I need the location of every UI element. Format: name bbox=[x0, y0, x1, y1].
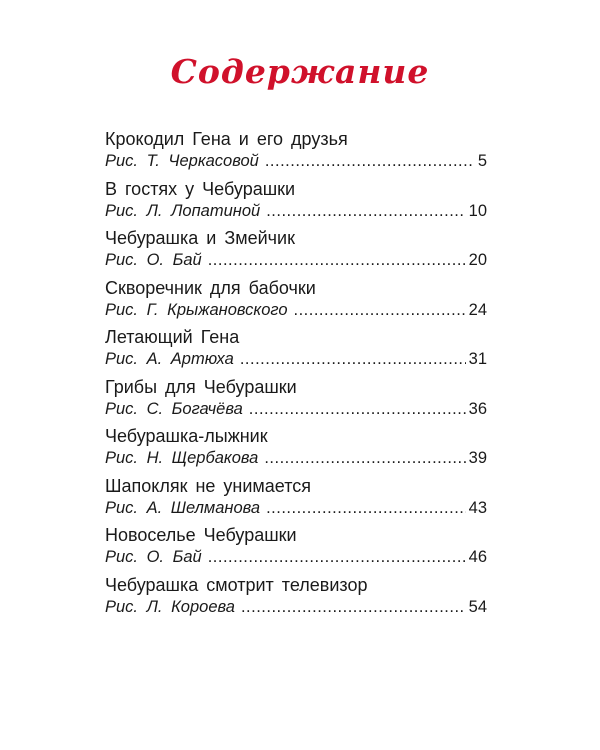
toc-entry-illustrator: Рис. А. Артюха bbox=[105, 350, 234, 368]
toc-entry-page-number: 31 bbox=[468, 350, 487, 368]
toc-entry-line bbox=[105, 497, 487, 519]
toc-entry-line bbox=[105, 596, 487, 618]
toc-entry-illustrator: Рис. Л. Короева bbox=[105, 597, 235, 616]
toc-entry-line bbox=[105, 546, 487, 568]
toc-entry-page-number: 54 bbox=[468, 597, 487, 616]
toc-entry-illustrator: Рис. О. Бай bbox=[105, 251, 202, 269]
toc-entry-title: Чебурашка смотрит телевизор bbox=[105, 574, 368, 595]
toc-entry[interactable] bbox=[105, 128, 487, 178]
toc-entry-illustrator: Рис. О. Бай bbox=[105, 548, 202, 566]
toc-entry-title: Скворечник для бабочки bbox=[105, 277, 316, 298]
dot-leader bbox=[264, 447, 465, 469]
toc-entry-title: Летающий Гена bbox=[105, 327, 240, 347]
toc-entry-illustrator: Рис. Л. Лопатиной bbox=[105, 201, 261, 220]
toc-list bbox=[105, 128, 487, 623]
toc-entry-page-number: 24 bbox=[468, 300, 487, 319]
toc-entry[interactable] bbox=[105, 178, 487, 228]
toc-entry[interactable] bbox=[105, 376, 487, 426]
toc-entry-page-number: 20 bbox=[468, 251, 487, 269]
dot-leader bbox=[208, 546, 466, 568]
toc-entry-line bbox=[105, 299, 487, 321]
toc-entry[interactable] bbox=[105, 524, 487, 574]
toc-entry-page-number: 36 bbox=[468, 399, 487, 418]
toc-entry[interactable] bbox=[105, 574, 487, 624]
toc-entry-title: Грибы для Чебурашки bbox=[105, 376, 297, 397]
toc-entry-line bbox=[105, 398, 487, 420]
dot-leader bbox=[240, 348, 466, 370]
toc-entry-line bbox=[105, 447, 487, 469]
toc-entry-illustrator: Рис. Г. Крыжановского bbox=[105, 300, 288, 319]
toc-entry-line bbox=[105, 249, 487, 271]
toc-entry-illustrator: Рис. Т. Черкасовой bbox=[105, 152, 259, 170]
toc-entry-page-number: 5 bbox=[477, 152, 487, 170]
dot-leader bbox=[266, 497, 466, 519]
toc-entry-page-number: 43 bbox=[468, 498, 487, 517]
dot-leader bbox=[266, 200, 465, 222]
toc-entry-title: Новоселье Чебурашки bbox=[105, 525, 297, 545]
toc-entry-page-number: 10 bbox=[468, 201, 487, 220]
dot-leader bbox=[241, 596, 466, 618]
toc-entry-title: Чебурашка и Змейчик bbox=[105, 228, 295, 248]
toc-entry-illustrator: Рис. Н. Щербакова bbox=[105, 449, 259, 467]
toc-entry-title: Шапокляк не унимается bbox=[105, 475, 312, 496]
toc-entry[interactable] bbox=[105, 326, 487, 376]
dot-leader bbox=[294, 299, 466, 321]
toc-entry-title: Чебурашка-лыжник bbox=[105, 426, 268, 446]
toc-entry-illustrator: Рис. С. Богачёва bbox=[105, 399, 243, 418]
toc-entry[interactable] bbox=[105, 227, 487, 277]
page-title: Содержание bbox=[170, 52, 430, 91]
toc-entry-title: В гостях у Чебурашки bbox=[105, 178, 296, 199]
toc-entry-page-number: 46 bbox=[468, 548, 487, 566]
toc-entry-page-number: 39 bbox=[468, 449, 487, 467]
dot-leader bbox=[265, 150, 474, 172]
toc-entry-title: Крокодил Гена и его друзья bbox=[105, 129, 348, 149]
toc-entry[interactable] bbox=[105, 475, 487, 525]
dot-leader bbox=[208, 249, 466, 271]
toc-entry-line bbox=[105, 348, 487, 370]
toc-entry-line bbox=[105, 200, 487, 222]
toc-entry-line bbox=[105, 150, 487, 172]
toc-entry-illustrator: Рис. А. Шелманова bbox=[105, 498, 261, 517]
dot-leader bbox=[249, 398, 466, 420]
toc-entry[interactable] bbox=[105, 277, 487, 327]
toc-entry[interactable] bbox=[105, 425, 487, 475]
